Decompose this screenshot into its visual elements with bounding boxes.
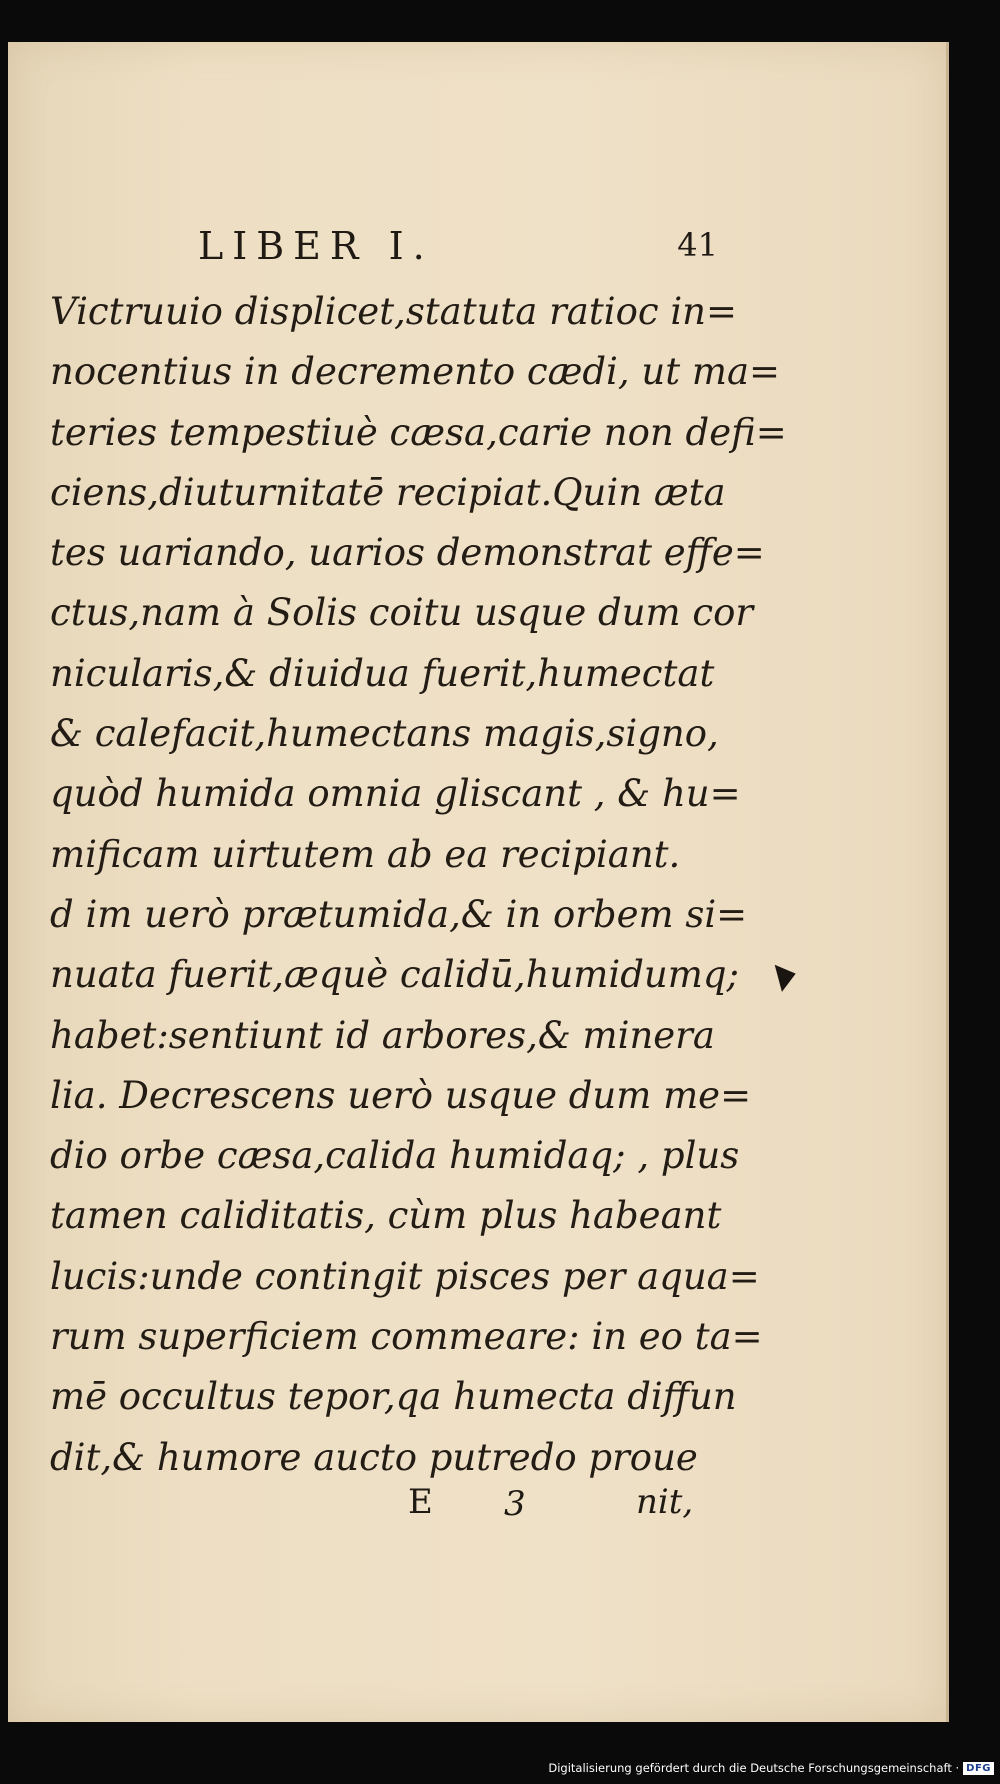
text-line: tes uariando, uarios demonstrat effe= [50, 531, 765, 575]
text-line: & calefacit,humectans magis,signo, [50, 712, 719, 756]
text-line: quòd humida omnia gliscant , & hu= [50, 772, 741, 816]
text-block [50, 282, 787, 1488]
text-line: nicularis,& diuidua fuerit,humectat [50, 651, 715, 695]
catchword: nit, [636, 1482, 694, 1522]
signature-number: 3 [504, 1484, 526, 1524]
text-line: nuata fuerit,æquè calidū,humidumq; [50, 953, 739, 997]
text-line: Victruuio displicet,statuta ratioc in= [50, 290, 737, 333]
text-line: dio orbe cæsa,calida humidaq; , plus [50, 1134, 740, 1178]
text-line: lucis:unde contingit pisces per aqua= [50, 1254, 760, 1298]
text-line: habet:sentiunt id arbores,& minera [50, 1013, 715, 1057]
signature-mark: E [408, 1482, 433, 1522]
text-line: mificam uirtutem ab ea recipiant. [50, 832, 681, 876]
credit-text: Digitalisierung gefördert durch die Deutsche Forschungsgemeinschaft · [548, 1761, 960, 1775]
book-page [8, 42, 949, 1722]
text-line: ciens,diuturnitatē recipiat.Quin æta [50, 470, 726, 514]
running-head [198, 224, 718, 274]
digitization-credit [548, 1758, 994, 1778]
text-line: ctus,nam à Solis coitu usque dum cor [50, 591, 754, 635]
text-line: nocentius in decremento cædi, ut ma= [50, 350, 781, 394]
text-line: teries tempestiuè cæsa,carie non defi= [50, 410, 787, 454]
text-line: rum superficiem commeare: in eo ta= [50, 1315, 763, 1359]
page-number: 41 [677, 226, 718, 264]
dfg-logo-icon: DFG [963, 1762, 994, 1775]
margin-pointer-icon [775, 960, 800, 992]
text-line: mē occultus tepor,qa humecta diffun [50, 1375, 737, 1419]
signature-line [408, 1482, 708, 1532]
running-title: LIBER I. [198, 224, 434, 268]
text-line: dit,& humore aucto putredo proue [50, 1435, 698, 1479]
text-line: tamen caliditatis, cùm plus habeant [50, 1194, 722, 1238]
text-line: lia. Decrescens uerò usque dum me= [50, 1073, 752, 1117]
text-line: d im uerò prætumida,& in orbem si= [50, 892, 748, 936]
